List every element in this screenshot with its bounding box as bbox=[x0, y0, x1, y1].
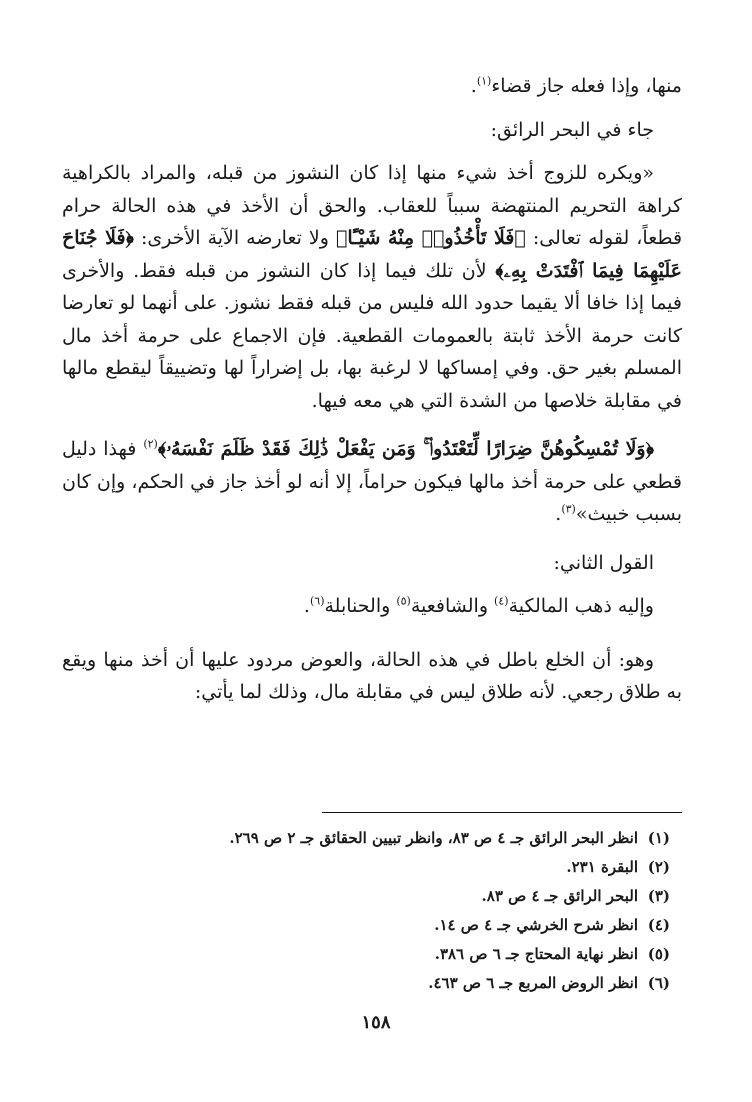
footnote-text: البقرة ٢٣١. bbox=[566, 858, 638, 876]
source-heading: جاء في البحر الرائق: bbox=[490, 118, 654, 141]
explanation-paragraph: وهو: أن الخلع باطل في هذه الحالة، والعوض مردود عليها أن أخذ منها ويقع به طلاق رجعي. لأنه طلاق ليس في مقابلة مال، وذلك لما يأتي: bbox=[62, 648, 682, 703]
quote-end: . bbox=[555, 503, 562, 525]
footnote-number: (٤) bbox=[647, 916, 670, 934]
footnote-ref-1: (١) bbox=[476, 74, 492, 88]
footnote-text: البحر الرائق جـ ٤ ص ٨٣. bbox=[481, 887, 638, 905]
quran-verse-2: ﴿فَلَا جُنَاحَ عَلَيْهِمَا فِيمَا ٱفْتَدَتْ بِهِۦ﴾ bbox=[62, 227, 683, 282]
quote-text-2: ولا تعارضه الآية الأخرى: bbox=[140, 227, 329, 249]
schools-end: . bbox=[303, 595, 310, 617]
footnotes bbox=[70, 824, 670, 998]
verse-paragraph bbox=[62, 433, 682, 531]
quote-text-4: فهذا دليل قطعي على حرمة أخذ مالها فيكون حراماً، إلا أنه لو أخذ جاز في الحكم، وإن كان بسبب خبيث» bbox=[62, 438, 682, 525]
footnote-item bbox=[70, 853, 670, 882]
intro-line bbox=[62, 70, 682, 104]
footnote-item bbox=[70, 882, 670, 911]
footnote-text: انظر الروض المربع جـ ٦ ص ٤٦٣. bbox=[428, 974, 638, 992]
footnote-text: انظر نهاية المحتاج جـ ٦ ص ٣٨٦. bbox=[434, 945, 638, 963]
footnote-item bbox=[70, 969, 670, 998]
footnote-number: (٦) bbox=[647, 974, 670, 992]
footnote-ref-3: (٣) bbox=[561, 502, 576, 516]
schools-lead: وإليه ذهب المالكية bbox=[508, 595, 654, 617]
footnote-number: (٢) bbox=[647, 858, 670, 876]
page-body bbox=[62, 70, 682, 709]
footnote-divider bbox=[322, 812, 682, 813]
footnote-number: (٣) bbox=[647, 887, 670, 905]
intro-end: . bbox=[470, 75, 477, 97]
footnote-number: (٥) bbox=[647, 945, 670, 963]
quote-text-1: «ويكره للزوج أخذ شيء منها إذا كان النشوز من قبله، والمراد بالكراهية كراهة التحريم المنتهضة سبباً للعقاب. والحق أن الأخذ في هذه الحالة حرام قطعاً، لقوله تعالى: bbox=[62, 162, 683, 249]
page-number: ١٥٨ bbox=[361, 1012, 391, 1033]
footnote-ref-5: (٥) bbox=[396, 594, 411, 608]
footnote-ref-4: (٤) bbox=[494, 594, 509, 608]
footnote-ref-2: (٢) bbox=[143, 437, 158, 451]
footnote-text: انظر شرح الخرشي جـ ٤ ص ١٤. bbox=[434, 916, 638, 934]
schools-shafii: والشافعية bbox=[410, 595, 488, 617]
quote-text-3: لأن تلك فيما إذا كان النشوز من قبله فقط. والأخرى فيما إذا خافا ألا يقيما حدود الله فليس من قبله فقط نشوز. على أنهما لو تعارضا كانت حرمة الأخذ ثابتة بالعمومات القطعية. فإن الاجماع على حرمة أخذ مال المسلم بغير حق. وفي إمساكها لا لرغبة بها، بل إضراراً لها وتضييقاً ليقطع مالها في مقابلة خلاصها من الشدة التي هي معه فيها. bbox=[62, 259, 682, 412]
footnote-number: (١) bbox=[647, 829, 670, 847]
intro-text: منها، وإذا فعله جاز قضاء bbox=[491, 75, 682, 97]
footnote-item bbox=[70, 940, 670, 969]
schools-line bbox=[62, 590, 682, 624]
footnote-text: انظر البحر الرائق جـ ٤ ص ٨٣، وانظر تبيين الحقائق جـ ٢ ص ٢٦٩. bbox=[229, 829, 638, 847]
schools-hanbali: والحنابلة bbox=[324, 595, 391, 617]
quran-verse-3: ﴿وَلَا تُمْسِكُوهُنَّ ضِرَارًا لِّتَعْتَدُوا۟ ۚ وَمَن يَفْعَلْ ذَٰلِكَ فَقَدْ ظَلَمَ نَفْسَهُۥ﴾ bbox=[157, 438, 654, 460]
second-opinion-heading: القول الثاني: bbox=[553, 551, 654, 574]
quote-paragraph bbox=[62, 157, 682, 417]
footnote-ref-6: (٦) bbox=[309, 594, 325, 608]
quran-verse-1: ﴿فَلَا تَأْخُذُوا۟ مِنْهُ شَيْـًٔا﴾ bbox=[335, 227, 526, 249]
footnote-item bbox=[70, 911, 670, 940]
footnote-item bbox=[70, 824, 670, 853]
